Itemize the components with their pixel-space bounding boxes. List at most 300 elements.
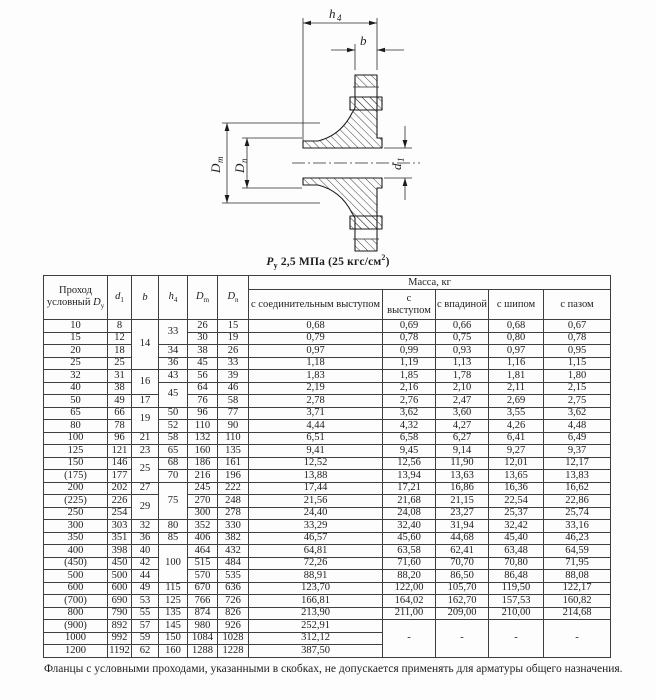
table-cell: 17,44 xyxy=(249,482,383,495)
table-cell: 387,50 xyxy=(249,645,383,658)
table-cell: - xyxy=(489,620,544,658)
table-cell: 4,32 xyxy=(383,420,436,433)
table-cell: 2,75 xyxy=(544,395,611,408)
pressure-symbol-sub: у xyxy=(273,261,278,271)
flange-drawing xyxy=(0,0,656,252)
table-cell: 0,75 xyxy=(436,332,489,345)
table-row xyxy=(44,620,611,633)
table-cell: 86,48 xyxy=(489,570,544,583)
table-cell: 210,00 xyxy=(489,607,544,620)
table-cell: 100 xyxy=(44,432,108,445)
table-cell: 19 xyxy=(132,407,159,432)
table-cell: 450 xyxy=(108,557,132,570)
table-cell: 1,80 xyxy=(544,370,611,383)
table-cell: 49 xyxy=(108,395,132,408)
table-cell: 63,58 xyxy=(383,545,436,558)
table-cell: 6,58 xyxy=(383,432,436,445)
table-cell: 125 xyxy=(44,445,108,458)
table-cell: (225) xyxy=(44,495,108,508)
bolt-boss-upper xyxy=(350,97,382,110)
table-row xyxy=(44,595,611,608)
table-row xyxy=(44,357,611,370)
flange-dimensions-table xyxy=(43,275,611,658)
table-cell: 161 xyxy=(218,457,249,470)
table-cell: 13,63 xyxy=(436,470,489,483)
table-cell: 75 xyxy=(159,482,188,520)
table-cell: 157,53 xyxy=(489,595,544,608)
table-cell: 34 xyxy=(159,345,188,358)
flange-section-upper xyxy=(303,75,382,148)
table-cell: 16,62 xyxy=(544,482,611,495)
table-cell: 300 xyxy=(188,507,218,520)
table-cell: 2,78 xyxy=(249,395,383,408)
table-cell: 3,60 xyxy=(436,407,489,420)
table-cell: 12 xyxy=(108,332,132,345)
table-cell: 202 xyxy=(108,482,132,495)
table-cell: 892 xyxy=(108,620,132,633)
table-row xyxy=(44,345,611,358)
dim-label-dn: D xyxy=(232,163,247,173)
table-cell: 980 xyxy=(188,620,218,633)
table-cell: 19 xyxy=(218,332,249,345)
table-cell: 36 xyxy=(159,357,188,370)
table-cell: 33,29 xyxy=(249,520,383,533)
mass-subheader: с выступом xyxy=(383,290,436,320)
table-cell: 464 xyxy=(188,545,218,558)
table-cell: 3,62 xyxy=(544,407,611,420)
column-header: b xyxy=(132,276,159,320)
table-cell: 65 xyxy=(159,445,188,458)
table-cell: 40 xyxy=(44,382,108,395)
table-cell: 13,94 xyxy=(383,470,436,483)
table-cell: 382 xyxy=(218,532,249,545)
table-cell: 26 xyxy=(188,320,218,333)
table-cell: 24,40 xyxy=(249,507,383,520)
table-cell: 303 xyxy=(108,520,132,533)
table-cell: 78 xyxy=(108,420,132,433)
table-cell: 9,27 xyxy=(489,445,544,458)
table-cell: 690 xyxy=(108,595,132,608)
table-cell: 15 xyxy=(44,332,108,345)
table-cell: 26 xyxy=(218,345,249,358)
table-cell: 254 xyxy=(108,507,132,520)
table-cell: 874 xyxy=(188,607,218,620)
table-row xyxy=(44,570,611,583)
table-cell: 32,40 xyxy=(383,520,436,533)
figure-caption xyxy=(0,253,656,270)
table-cell: 0,67 xyxy=(544,320,611,333)
table-cell: (175) xyxy=(44,470,108,483)
table-cell: 49 xyxy=(132,582,159,595)
table-cell: 160 xyxy=(188,445,218,458)
table-cell: 214,68 xyxy=(544,607,611,620)
table-cell: 0,93 xyxy=(436,345,489,358)
table-cell: 0,78 xyxy=(544,332,611,345)
table-cell: 2,76 xyxy=(383,395,436,408)
table-cell: 2,15 xyxy=(544,382,611,395)
dim-label-b: b xyxy=(360,33,367,48)
table-cell: 110 xyxy=(218,432,249,445)
bolt-boss-lower xyxy=(350,216,382,229)
mass-subheader: с впадиной xyxy=(436,290,489,320)
table-cell: 90 xyxy=(218,420,249,433)
table-cell: - xyxy=(383,620,436,658)
table-cell: 1,15 xyxy=(544,357,611,370)
table-cell: 2,47 xyxy=(436,395,489,408)
pressure-symbol: P xyxy=(266,255,274,268)
table-cell: 64,59 xyxy=(544,545,611,558)
table-cell: 0,95 xyxy=(544,345,611,358)
table-cell: 926 xyxy=(218,620,249,633)
table-cell: 600 xyxy=(108,582,132,595)
table-cell: 63,48 xyxy=(489,545,544,558)
table-row xyxy=(44,382,611,395)
table-cell: 27 xyxy=(132,482,159,495)
table-cell: 790 xyxy=(108,607,132,620)
table-cell: 25 xyxy=(44,357,108,370)
table-cell: 32 xyxy=(44,370,108,383)
table-cell: 2,16 xyxy=(383,382,436,395)
table-cell: 45,40 xyxy=(489,532,544,545)
table-cell: 33 xyxy=(218,357,249,370)
table-cell: 1228 xyxy=(218,645,249,658)
table-cell: 13,88 xyxy=(249,470,383,483)
table-cell: 57 xyxy=(132,620,159,633)
table-cell: 76 xyxy=(188,395,218,408)
table-cell: 18 xyxy=(108,345,132,358)
table-cell: 726 xyxy=(218,595,249,608)
table-cell: 46,57 xyxy=(249,532,383,545)
table-cell: 24,08 xyxy=(383,507,436,520)
table-cell: 196 xyxy=(218,470,249,483)
table-cell: 0,80 xyxy=(489,332,544,345)
table-cell: 12,17 xyxy=(544,457,611,470)
table-cell: 16 xyxy=(132,370,159,395)
table-cell: 70 xyxy=(159,470,188,483)
table-cell: 350 xyxy=(44,532,108,545)
table-cell: 30 xyxy=(188,332,218,345)
table-cell: 46 xyxy=(218,382,249,395)
table-cell: 12,56 xyxy=(383,457,436,470)
table-cell: 6,27 xyxy=(436,432,489,445)
table-cell: 312,12 xyxy=(249,632,383,645)
table-cell: 56 xyxy=(188,370,218,383)
table-cell: 400 xyxy=(44,545,108,558)
table-cell: 6,51 xyxy=(249,432,383,445)
table-cell: (900) xyxy=(44,620,108,633)
table-cell: 53 xyxy=(132,595,159,608)
table-cell: 1200 xyxy=(44,645,108,658)
table-cell: 160,82 xyxy=(544,595,611,608)
table-cell: 88,91 xyxy=(249,570,383,583)
table-cell: 46,23 xyxy=(544,532,611,545)
table-cell: 13,83 xyxy=(544,470,611,483)
table-cell: 44 xyxy=(132,570,159,583)
table-cell: 21,56 xyxy=(249,495,383,508)
table-cell: 15 xyxy=(218,320,249,333)
table-row xyxy=(44,457,611,470)
table-row xyxy=(44,407,611,420)
table-cell: 38 xyxy=(108,382,132,395)
table-cell: 70,80 xyxy=(489,557,544,570)
table-cell: 0,68 xyxy=(489,320,544,333)
table-row xyxy=(44,532,611,545)
caption-sup: 2 xyxy=(381,253,386,262)
table-cell: 31,94 xyxy=(436,520,489,533)
table-cell: 50 xyxy=(159,407,188,420)
table-cell: 71,95 xyxy=(544,557,611,570)
table-cell: 44,68 xyxy=(436,532,489,545)
table-cell: 166,81 xyxy=(249,595,383,608)
table-cell: 4,27 xyxy=(436,420,489,433)
table-cell: 52 xyxy=(159,420,188,433)
table-cell: 226 xyxy=(108,495,132,508)
table-cell: 23 xyxy=(132,445,159,458)
table-cell: 12,01 xyxy=(489,457,544,470)
table-cell: 14 xyxy=(132,320,159,370)
table-cell: 88,08 xyxy=(544,570,611,583)
table-cell: 96 xyxy=(188,407,218,420)
table-cell: 38 xyxy=(188,345,218,358)
table-cell: 58 xyxy=(218,395,249,408)
table-cell: 86,50 xyxy=(436,570,489,583)
table-cell: - xyxy=(544,620,611,658)
table-cell: 500 xyxy=(108,570,132,583)
table-cell: 11,90 xyxy=(436,457,489,470)
table-body xyxy=(44,320,611,658)
table-cell: 6,41 xyxy=(489,432,544,445)
table-cell: 406 xyxy=(188,532,218,545)
table-cell: 826 xyxy=(218,607,249,620)
table-cell: 12,52 xyxy=(249,457,383,470)
table-cell: 16,86 xyxy=(436,482,489,495)
table-cell: 135 xyxy=(159,607,188,620)
caption-text-end: ) xyxy=(385,255,390,268)
table-row xyxy=(44,482,611,495)
table-cell: 2,69 xyxy=(489,395,544,408)
table-cell: 252,91 xyxy=(249,620,383,633)
table-cell: 58 xyxy=(159,432,188,445)
table-cell: 110 xyxy=(188,420,218,433)
table-cell: 21 xyxy=(132,432,159,445)
table-cell: 4,44 xyxy=(249,420,383,433)
table-cell: 1,18 xyxy=(249,357,383,370)
table-cell: 1,78 xyxy=(436,370,489,383)
table-row xyxy=(44,432,611,445)
table-cell: 1000 xyxy=(44,632,108,645)
table-cell: 6,49 xyxy=(544,432,611,445)
table-cell: 25 xyxy=(132,457,159,482)
column-header: $D_n$ xyxy=(218,276,249,320)
table-cell: 9,14 xyxy=(436,445,489,458)
mass-subheader: с пазом xyxy=(544,290,611,320)
table-cell: 96 xyxy=(108,432,132,445)
table-cell: 45 xyxy=(159,382,188,407)
table-cell: 145 xyxy=(159,620,188,633)
column-header: $D_m$ xyxy=(188,276,218,320)
table-cell: 515 xyxy=(188,557,218,570)
table-cell: 278 xyxy=(218,507,249,520)
table-cell: 146 xyxy=(108,457,132,470)
table-cell: 0,79 xyxy=(249,332,383,345)
table-cell: 9,45 xyxy=(383,445,436,458)
table-cell: (450) xyxy=(44,557,108,570)
table-row xyxy=(44,582,611,595)
table-cell: 100 xyxy=(159,545,188,583)
table-cell: 72,26 xyxy=(249,557,383,570)
table-cell: 1,81 xyxy=(489,370,544,383)
table-cell: 670 xyxy=(188,582,218,595)
table-cell: 0,69 xyxy=(383,320,436,333)
table-cell: 22,54 xyxy=(489,495,544,508)
table-cell: 85 xyxy=(159,532,188,545)
table-cell: 535 xyxy=(218,570,249,583)
table-cell: 36 xyxy=(132,532,159,545)
table-cell: 8 xyxy=(108,320,132,333)
table-cell: 31 xyxy=(108,370,132,383)
table-cell: 162,70 xyxy=(436,595,489,608)
table-row xyxy=(44,332,611,345)
table-row xyxy=(44,507,611,520)
table-cell: 500 xyxy=(44,570,108,583)
table-cell: 216 xyxy=(188,470,218,483)
table-cell: 77 xyxy=(218,407,249,420)
table-cell: 0,99 xyxy=(383,345,436,358)
table-cell: 213,90 xyxy=(249,607,383,620)
dim-label-dm-sub: m xyxy=(215,156,225,163)
table-cell: 39 xyxy=(218,370,249,383)
table-cell: 2,10 xyxy=(436,382,489,395)
table-cell: 164,02 xyxy=(383,595,436,608)
table-cell: 64,81 xyxy=(249,545,383,558)
table-cell: 248 xyxy=(218,495,249,508)
table-cell: 1,16 xyxy=(489,357,544,370)
table-cell: 122,17 xyxy=(544,582,611,595)
table-row xyxy=(44,545,611,558)
table-cell: 0,78 xyxy=(383,332,436,345)
mass-subheader: с шипом xyxy=(489,290,544,320)
table-cell: 1084 xyxy=(188,632,218,645)
dim-label-dm: D xyxy=(208,163,223,173)
table-cell: 270 xyxy=(188,495,218,508)
table-cell: 115 xyxy=(159,582,188,595)
bolt-hole-upper xyxy=(356,87,377,97)
table-cell: 150 xyxy=(44,457,108,470)
table-cell: 200 xyxy=(44,482,108,495)
table-row xyxy=(44,420,611,433)
table-cell: 330 xyxy=(218,520,249,533)
table-cell: 250 xyxy=(44,507,108,520)
table-row xyxy=(44,445,611,458)
dim-label-d1: d xyxy=(389,163,404,170)
table-cell: 21,15 xyxy=(436,495,489,508)
table-cell: 0,97 xyxy=(489,345,544,358)
table-head xyxy=(44,276,611,320)
table-cell: 0,68 xyxy=(249,320,383,333)
table-cell: 43 xyxy=(159,370,188,383)
table-cell: 17,21 xyxy=(383,482,436,495)
table-cell: 1288 xyxy=(188,645,218,658)
table-cell: 33,16 xyxy=(544,520,611,533)
table-cell: 992 xyxy=(108,632,132,645)
table-cell: 32 xyxy=(132,520,159,533)
table-cell: 10 xyxy=(44,320,108,333)
table-cell: 0,66 xyxy=(436,320,489,333)
table-cell: 64 xyxy=(188,382,218,395)
table-cell: 1,13 xyxy=(436,357,489,370)
table-row xyxy=(44,607,611,620)
table-cell: (700) xyxy=(44,595,108,608)
table-cell: 80 xyxy=(44,420,108,433)
table-cell: 484 xyxy=(218,557,249,570)
dim-label-dn-sub: n xyxy=(239,158,249,163)
table-cell: 40 xyxy=(132,545,159,558)
table-cell: 600 xyxy=(44,582,108,595)
table-cell: 70,70 xyxy=(436,557,489,570)
table-cell: 22,86 xyxy=(544,495,611,508)
table-cell: 1192 xyxy=(109,644,130,656)
table-cell: 20 xyxy=(44,345,108,358)
table-cell: 1028 xyxy=(218,632,249,645)
table-cell: 55 xyxy=(132,607,159,620)
table-cell: 398 xyxy=(108,545,132,558)
table-cell: 766 xyxy=(188,595,218,608)
table-cell: 62 xyxy=(132,645,159,658)
table-cell: 105,70 xyxy=(436,582,489,595)
mass-subheader: с соединительным выступом xyxy=(249,290,383,320)
table-cell: 88,20 xyxy=(383,570,436,583)
table-row xyxy=(44,520,611,533)
table-header-row-1 xyxy=(44,276,611,290)
table-cell: 211,00 xyxy=(383,607,436,620)
table-cell: 352 xyxy=(188,520,218,533)
table-cell: 29 xyxy=(132,495,159,520)
table-row xyxy=(44,320,611,333)
mass-group-header: Масса, кг xyxy=(249,276,611,290)
table-cell: 25 xyxy=(108,357,132,370)
table-cell: 432 xyxy=(218,545,249,558)
table-cell: 42 xyxy=(132,557,159,570)
caption-text: 2,5 МПа (25 кгс/см xyxy=(277,255,382,268)
table-cell: 32,42 xyxy=(489,520,544,533)
table-cell: 2,19 xyxy=(249,382,383,395)
table-cell: 80 xyxy=(159,520,188,533)
table-cell: 1,19 xyxy=(383,357,436,370)
table-cell: 68 xyxy=(159,457,188,470)
bolt-hole-lower xyxy=(356,229,377,239)
table-cell: 123,70 xyxy=(249,582,383,595)
table-cell: 186 xyxy=(188,457,218,470)
footnote: Фланцы с условными проходами, указанными в скобках, не допускается применять для арматуры общего назначения. xyxy=(44,662,623,675)
table-cell: - xyxy=(436,620,489,658)
table-cell: 2,11 xyxy=(489,382,544,395)
table-cell: 13,65 xyxy=(489,470,544,483)
table-cell: 17 xyxy=(132,395,159,408)
table-cell: 800 xyxy=(44,607,108,620)
table-cell: 1,83 xyxy=(249,370,383,383)
table-cell: 9,37 xyxy=(544,445,611,458)
dim-label-h4-sub: 4 xyxy=(337,13,342,23)
table-cell: 245 xyxy=(188,482,218,495)
flange-figure xyxy=(0,0,656,252)
table-cell: 150 xyxy=(159,632,188,645)
table-row xyxy=(44,470,611,483)
table-cell: 209,00 xyxy=(436,607,489,620)
table-cell: 222 xyxy=(218,482,249,495)
table-cell: 23,27 xyxy=(436,507,489,520)
table-cell: 160 xyxy=(159,645,188,658)
table-cell: 121 xyxy=(108,445,132,458)
